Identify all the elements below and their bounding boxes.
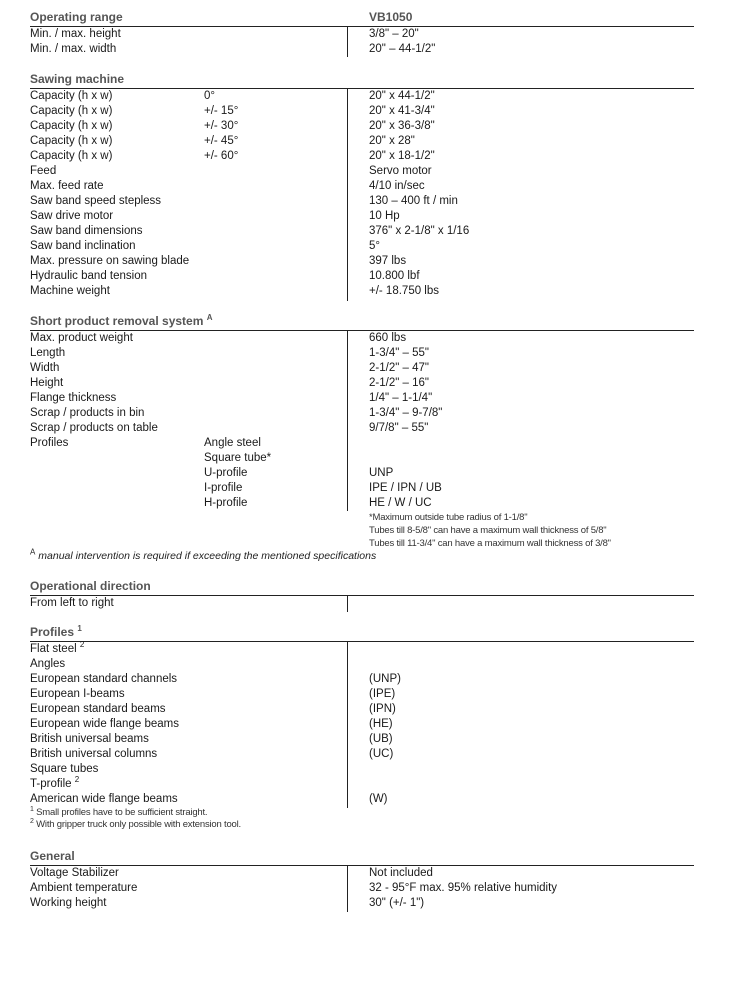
spec-label: Feed bbox=[30, 165, 57, 177]
section-short-product-removal bbox=[30, 313, 694, 562]
spec-row bbox=[30, 209, 694, 224]
profile-label bbox=[30, 777, 79, 792]
profile-code: (UB) bbox=[369, 733, 393, 745]
spec-value: 2-1/2" – 47" bbox=[369, 362, 429, 374]
profile-code: (IPN) bbox=[369, 703, 396, 715]
profile-name: European wide flange beams bbox=[30, 718, 179, 730]
spec-row bbox=[30, 119, 694, 134]
spec-value: Not included bbox=[369, 867, 433, 879]
profile-name: British universal columns bbox=[30, 748, 158, 760]
section-title-footnote-mark: A bbox=[206, 313, 213, 322]
spec-label: Width bbox=[30, 362, 60, 374]
profile-name: British universal beams bbox=[30, 733, 149, 745]
profile-label bbox=[30, 687, 125, 702]
spec-label: Capacity (h x w) bbox=[30, 135, 113, 147]
spec-sublabel: I-profile bbox=[204, 482, 243, 494]
tube-note: Tubes till 8-5/8" can have a maximum wall thickness of 5/8" bbox=[369, 525, 607, 536]
spec-label: Saw band dimensions bbox=[30, 225, 143, 237]
spec-value: HE / W / UC bbox=[369, 497, 432, 509]
footnote-mark: 2 bbox=[79, 640, 85, 650]
spec-sublabel: +/- 60° bbox=[204, 150, 239, 162]
spec-row bbox=[30, 269, 694, 284]
profile-name: European I-beams bbox=[30, 688, 125, 700]
spec-sublabel: +/- 30° bbox=[204, 120, 239, 132]
spec-label: Flange thickness bbox=[30, 392, 117, 404]
spec-label: Hydraulic band tension bbox=[30, 270, 147, 282]
spec-label: Height bbox=[30, 377, 64, 389]
spec-label: Capacity (h x w) bbox=[30, 105, 113, 117]
profile-row bbox=[30, 657, 694, 672]
spec-label: Machine weight bbox=[30, 285, 110, 297]
spec-value: 660 lbs bbox=[369, 332, 407, 344]
section-heading bbox=[30, 313, 694, 330]
section-title: Profiles bbox=[30, 625, 75, 639]
spec-value: 10 Hp bbox=[369, 210, 400, 222]
section-operating-range bbox=[30, 9, 694, 57]
spec-sublabel: Square tube* bbox=[204, 452, 272, 464]
spec-value: 2-1/2" – 16" bbox=[369, 377, 429, 389]
section-heading bbox=[30, 71, 694, 88]
profile-name: T-profile bbox=[30, 778, 72, 790]
spec-value: 32 - 95°F max. 95% relative humidity bbox=[369, 882, 558, 894]
spec-label: Saw band inclination bbox=[30, 240, 136, 252]
spec-row bbox=[30, 179, 694, 194]
spec-value: 1-3/4" – 55" bbox=[369, 347, 429, 359]
spec-row bbox=[30, 421, 694, 436]
footnote-mark: 2 bbox=[30, 817, 34, 825]
footnote-mark: A bbox=[30, 547, 36, 557]
tube-note: *Maximum outside tube radius of 1-1/8" bbox=[369, 512, 528, 523]
footnote-mark: 2 bbox=[74, 775, 80, 785]
section-footnote bbox=[30, 547, 377, 562]
spec-sublabel: +/- 15° bbox=[204, 105, 239, 117]
section-body bbox=[30, 866, 694, 911]
section-general bbox=[30, 848, 694, 911]
spec-value: 10.800 lbf bbox=[369, 270, 420, 282]
section-body bbox=[30, 89, 694, 299]
spec-label: Scrap / products in bin bbox=[30, 407, 145, 419]
tube-note: Tubes till 11-3/4" can have a maximum wall thickness of 3/8" bbox=[369, 538, 611, 549]
section-title: General bbox=[30, 849, 75, 863]
profile-code: (IPE) bbox=[369, 688, 396, 700]
spec-row bbox=[30, 27, 694, 42]
section-title: Short product removal system bbox=[30, 314, 204, 328]
spec-row bbox=[30, 239, 694, 254]
spec-row bbox=[30, 284, 694, 299]
profiles-footnote bbox=[30, 807, 694, 819]
spec-row bbox=[30, 346, 694, 361]
spec-label: Ambient temperature bbox=[30, 882, 138, 894]
section-sawing-machine bbox=[30, 71, 694, 299]
spec-value: 20" x 44-1/2" bbox=[369, 90, 435, 102]
profile-row bbox=[30, 777, 694, 792]
spec-value: 20" x 41-3/4" bbox=[369, 105, 435, 117]
profile-label bbox=[30, 732, 149, 747]
profile-name: American wide flange beams bbox=[30, 793, 178, 805]
profiles-footnote bbox=[30, 819, 694, 831]
spec-row bbox=[30, 134, 694, 149]
spec-value: 30" (+/- 1") bbox=[369, 897, 425, 909]
spec-row bbox=[30, 42, 694, 57]
spec-value: 20" – 44-1/2" bbox=[369, 43, 436, 55]
footnote-text: With gripper truck only possible with extension tool. bbox=[36, 819, 241, 830]
section-heading bbox=[30, 848, 694, 865]
spec-row bbox=[30, 164, 694, 179]
footnote-text: Small profiles have to be sufficient straight. bbox=[36, 807, 208, 818]
profile-name: Flat steel bbox=[30, 643, 77, 655]
profile-label bbox=[30, 717, 179, 732]
spec-row bbox=[30, 451, 694, 466]
model-name: VB1050 bbox=[369, 10, 413, 24]
profile-label bbox=[30, 762, 98, 777]
section-title-footnote-mark: 1 bbox=[77, 624, 82, 633]
spec-label: Min. / max. width bbox=[30, 43, 117, 55]
spec-label: Min. / max. height bbox=[30, 28, 121, 40]
spec-value: 1-3/4" – 9-7/8" bbox=[369, 407, 443, 419]
profile-code: (W) bbox=[369, 793, 388, 805]
spec-value: Servo motor bbox=[369, 165, 432, 177]
spec-label: Length bbox=[30, 347, 66, 359]
spec-label: Max. feed rate bbox=[30, 180, 104, 192]
spec-row bbox=[30, 881, 694, 896]
spec-label: Saw drive motor bbox=[30, 210, 114, 222]
spec-value: 20" x 28" bbox=[369, 135, 415, 147]
profile-code: (HE) bbox=[369, 718, 393, 730]
profile-row bbox=[30, 702, 694, 717]
spec-row bbox=[30, 866, 694, 881]
spec-label: Max. product weight bbox=[30, 332, 133, 344]
profile-row bbox=[30, 642, 694, 657]
spec-row bbox=[30, 254, 694, 269]
spec-label: Capacity (h x w) bbox=[30, 120, 113, 132]
spec-value: 20" x 18-1/2" bbox=[369, 150, 435, 162]
spec-value: 397 lbs bbox=[369, 255, 407, 267]
profile-row bbox=[30, 792, 694, 807]
profile-label bbox=[30, 672, 177, 687]
section-body bbox=[30, 642, 694, 831]
spec-label: Working height bbox=[30, 897, 107, 909]
profile-label bbox=[30, 702, 166, 717]
spec-row bbox=[30, 331, 694, 346]
profile-row bbox=[30, 687, 694, 702]
section-body bbox=[30, 331, 694, 562]
spec-row bbox=[30, 896, 694, 911]
profile-label bbox=[30, 642, 84, 657]
profile-name: European standard channels bbox=[30, 673, 178, 685]
section-heading bbox=[30, 624, 694, 641]
spec-row bbox=[30, 224, 694, 239]
profile-name: European standard beams bbox=[30, 703, 166, 715]
spec-label: Capacity (h x w) bbox=[30, 90, 113, 102]
section-heading bbox=[30, 9, 694, 26]
spec-value: IPE / IPN / UB bbox=[369, 482, 442, 494]
profile-row bbox=[30, 672, 694, 687]
spec-label: Scrap / products on table bbox=[30, 422, 158, 434]
spec-value: +/- 18.750 lbs bbox=[369, 285, 440, 297]
section-title: Operational direction bbox=[30, 579, 151, 593]
spec-row bbox=[30, 481, 694, 496]
spec-row bbox=[30, 436, 694, 451]
footnote-mark: 1 bbox=[30, 805, 34, 813]
spec-row bbox=[30, 376, 694, 391]
section-heading bbox=[30, 578, 694, 595]
spec-value: 9/7/8" – 55" bbox=[369, 422, 429, 434]
spec-value: 1/4" – 1-1/4" bbox=[369, 392, 433, 404]
spec-value: 376" x 2-1/8" x 1/16 bbox=[369, 225, 470, 237]
section-body bbox=[30, 27, 694, 57]
section-title: Operating range bbox=[30, 10, 123, 24]
spec-row bbox=[30, 361, 694, 376]
spec-value: 3/8" – 20" bbox=[369, 28, 419, 40]
spec-row bbox=[30, 466, 694, 481]
profile-row bbox=[30, 717, 694, 732]
spec-value: 20" x 36-3/8" bbox=[369, 120, 435, 132]
profile-label bbox=[30, 747, 157, 762]
profile-code: (UC) bbox=[369, 748, 394, 760]
spec-row bbox=[30, 149, 694, 164]
spec-value: UNP bbox=[369, 467, 394, 479]
spec-value: 4/10 in/sec bbox=[369, 180, 425, 192]
spec-row bbox=[30, 406, 694, 421]
spec-sublabel: 0° bbox=[204, 90, 215, 102]
profile-row bbox=[30, 762, 694, 777]
profile-name: Angles bbox=[30, 658, 66, 670]
spec-label: Saw band speed stepless bbox=[30, 195, 162, 207]
spec-row bbox=[30, 596, 694, 611]
profile-row bbox=[30, 747, 694, 762]
profile-name: Square tubes bbox=[30, 763, 99, 775]
spec-row bbox=[30, 104, 694, 119]
spec-sublabel: +/- 45° bbox=[204, 135, 239, 147]
spec-label: Max. pressure on sawing blade bbox=[30, 255, 190, 267]
section-operational-direction bbox=[30, 578, 694, 611]
spec-value: 130 – 400 ft / min bbox=[369, 195, 458, 207]
profile-code: (UNP) bbox=[369, 673, 401, 685]
spec-value: 5° bbox=[369, 240, 380, 252]
profile-label bbox=[30, 657, 65, 672]
spec-sublabel: U-profile bbox=[204, 467, 248, 479]
spec-row bbox=[30, 496, 694, 511]
section-profiles bbox=[30, 624, 694, 831]
profile-row bbox=[30, 732, 694, 747]
spec-label: Voltage Stabilizer bbox=[30, 867, 119, 879]
spec-row bbox=[30, 89, 694, 104]
spec-label: Capacity (h x w) bbox=[30, 150, 113, 162]
footnote-text: manual intervention is required if exceeding the mentioned specifications bbox=[38, 550, 377, 562]
spec-sublabel: Angle steel bbox=[204, 437, 261, 449]
spec-row bbox=[30, 391, 694, 406]
spec-label: Profiles bbox=[30, 437, 69, 449]
spec-row bbox=[30, 194, 694, 209]
profile-label bbox=[30, 792, 178, 807]
section-title: Sawing machine bbox=[30, 72, 125, 86]
spec-label: From left to right bbox=[30, 597, 114, 609]
spec-sublabel: H-profile bbox=[204, 497, 248, 509]
section-body bbox=[30, 596, 694, 611]
